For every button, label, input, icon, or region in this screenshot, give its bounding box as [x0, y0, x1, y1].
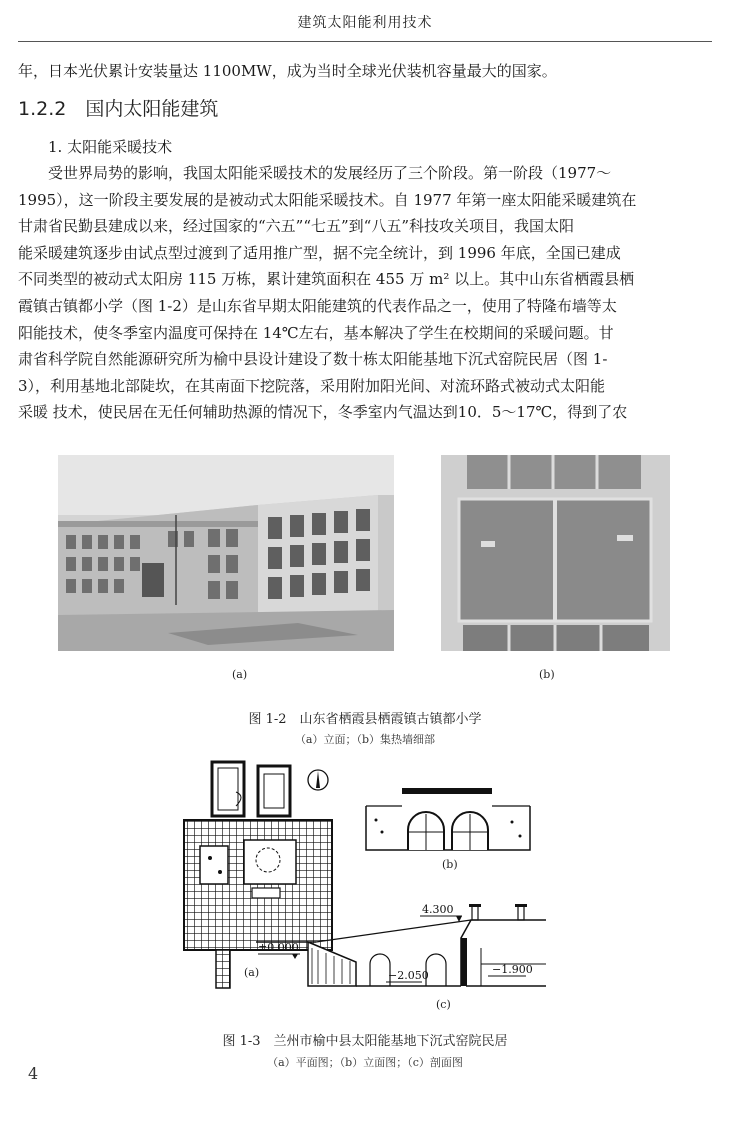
section-heading: 1.2.2 国内太阳能建筑: [18, 98, 219, 120]
intro-paragraph: [18, 58, 712, 85]
body-line: 不同类型的被动式太阳房 115 万栋，累计建筑面积在 455 万 m² 以上。其中山东省栖霞县栖: [18, 270, 635, 289]
body-paragraph: [18, 160, 712, 426]
running-header: 建筑太阳能利用技术: [297, 15, 433, 31]
elevation-ground: ±0.000: [258, 941, 299, 954]
fig-1-2-subcaption: （a）立面；（b）集热墙细部: [294, 733, 436, 746]
fig-1-2-label-a: (a): [232, 668, 248, 681]
school-elevation-photo: [58, 455, 394, 651]
trombe-wall-detail-photo: [441, 455, 670, 651]
fig-1-3-label-a: (a): [244, 966, 260, 979]
body-line: 肃省科学院自然能源研究所为榆中县设计建设了数十栋太阳能基地下沉式窑院民居（图 1-: [18, 350, 608, 369]
subsection-heading: 1. 太阳能采暖技术: [48, 138, 173, 156]
header-rule: [18, 41, 712, 42]
intro-line: 年，日本光伏累计安装量达 1100MW，成为当时全球光伏装机容量最大的国家。: [18, 62, 557, 80]
fig-1-3-label-c: (c): [436, 998, 451, 1011]
body-line: 受世界局势的影响，我国太阳能采暖技术的发展经历了三个阶段。第一阶段（1977～: [18, 164, 612, 182]
cave-dwelling-elevation-drawing: [362, 784, 534, 862]
body-line: 1995），这一阶段主要发展的是被动式太阳能采暖技术。自 1977 年第一座太阳能采暖建筑在: [18, 190, 637, 209]
body-line: 3），利用基地北部陡坎，在其南面下挖院落，采用附加阳光间、对流环路式被动式太阳能: [18, 376, 606, 395]
north-arrow-icon: [306, 768, 330, 792]
page-number: 4: [28, 1064, 39, 1083]
fig-1-2-label-b: (b): [539, 668, 555, 681]
body-line: 霞镇古镇都小学（图 1-2）是山东省早期太阳能建筑的代表作品之一，使用了特隆布墙等太: [18, 296, 617, 315]
body-line: 采暖 技术，使民居在无任何辅助热源的情况下，冬季室内气温达到10．5～17℃，得到了农: [18, 403, 628, 422]
elevation-courtyard: −2.050: [388, 969, 429, 982]
cave-dwelling-section-drawing: [256, 898, 546, 990]
elevation-room: −1.900: [492, 963, 533, 976]
fig-1-3-subcaption: （a）平面图；（b）立面图；（c）剖面图: [267, 1056, 463, 1069]
fig-1-3-caption: 图 1-3 兰州市榆中县太阳能基地下沉式窑院民居: [222, 1034, 508, 1049]
fig-1-2-caption: 图 1-2 山东省栖霞县栖霞镇古镇都小学: [248, 712, 482, 727]
body-line: 阳能技术，使冬季室内温度可保持在 14℃左右，基本解决了学生在校期间的采暖问题。甘: [18, 323, 614, 342]
body-line: 甘肃省民勤县建成以来，经过国家的“六五”“七五”到“八五”科技攻关项目，我国太阳: [18, 217, 575, 236]
elevation-top: 4.300: [422, 903, 454, 916]
body-line: 能采暖建筑逐步由试点型过渡到了适用推广型，据不完全统计，到 1996 年底，全国已建成: [18, 243, 621, 262]
fig-1-3-label-b: (b): [442, 858, 458, 871]
